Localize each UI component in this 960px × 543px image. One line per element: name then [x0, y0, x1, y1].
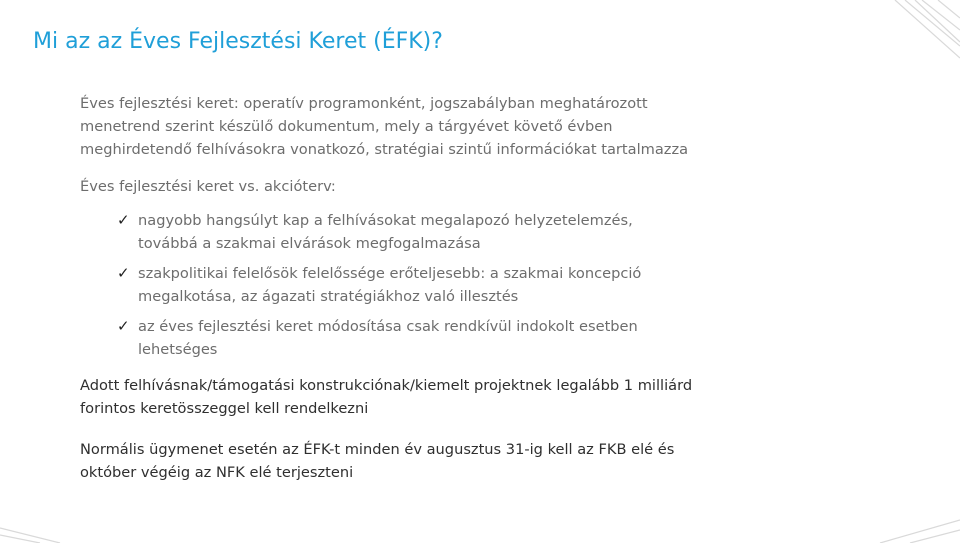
slide-title: Mi az az Éves Fejlesztési Keret (ÉFK)?	[33, 29, 443, 54]
checkmark-icon: ✓	[117, 317, 130, 335]
definition-paragraph: Éves fejlesztési keret: operatív programonként, jogszabályban meghatározott menetrend szerint készülő dokumentum, mely a tárgyévet követő évben meghirdetendő felhívásokra vonatkozó, stratégiai szintű információkat tartalmazza	[80, 95, 689, 158]
checkmark-icon: ✓	[117, 211, 130, 229]
procedure-paragraph: Normális ügymenet esetén az ÉFK-t minden év augusztus 31-ig kell az FKB elé és október végéig az NFK elé terjeszteni	[80, 441, 675, 481]
checkmark-icon: ✓	[117, 264, 130, 282]
list-item-text: az éves fejlesztési keret módosítása csak rendkívül indokolt esetben lehetséges	[138, 318, 638, 358]
list-item	[80, 315, 695, 361]
slide-body	[80, 92, 695, 499]
list-item	[80, 262, 695, 308]
comparison-heading: Éves fejlesztési keret vs. akcióterv:	[80, 178, 336, 195]
list-item-text: szakpolitikai felelősök felelőssége erőteljesebb: a szakmai koncepció megalkotása, az ágazati stratégiákhoz való illesztés	[138, 265, 642, 305]
list-item	[80, 209, 695, 255]
list-item-text: nagyobb hangsúlyt kap a felhívásokat megalapozó helyzetelemzés, továbbá a szakmai elvárások megfogalmazása	[138, 212, 633, 252]
threshold-paragraph: Adott felhívásnak/támogatási konstrukciónak/kiemelt projektnek legalább 1 milliárd forintos keretösszeggel kell rendelkezni	[80, 377, 693, 417]
comparison-list	[80, 209, 695, 361]
